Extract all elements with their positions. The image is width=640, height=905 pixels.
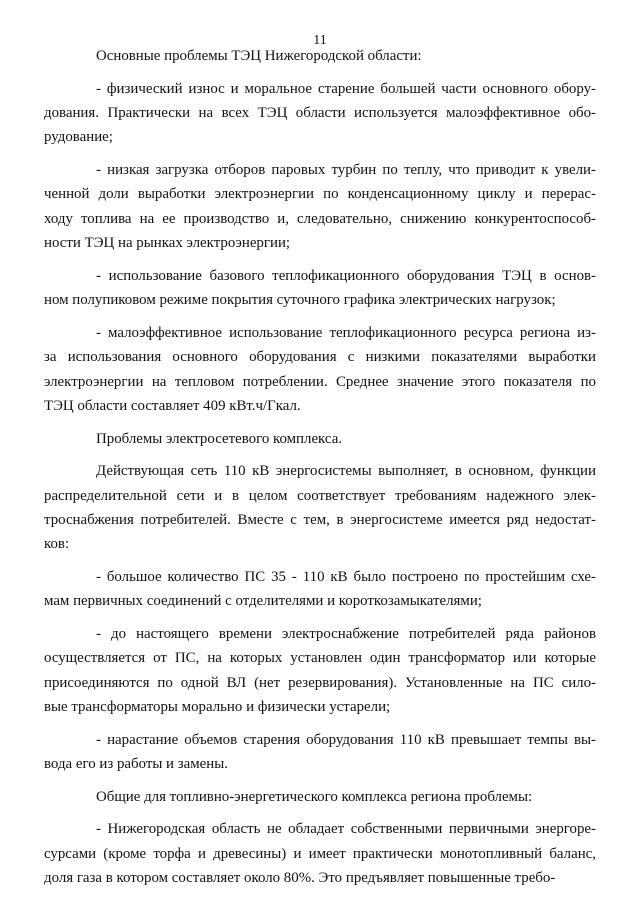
text-line: - большое количество ПС 35 - 110 кВ было построено по простейшим схе- bbox=[96, 569, 596, 585]
text-line: Основные проблемы ТЭЦ Нижегородской области: bbox=[96, 48, 422, 64]
text-line: - нарастание объемов старения оборудования 110 кВ превышает темпы вы- bbox=[96, 731, 596, 748]
text-line: ков: bbox=[44, 536, 70, 553]
page-number: 11 bbox=[313, 33, 327, 48]
text-line: распределительной сети и в целом соответствует требованиям надежного элек- bbox=[44, 487, 596, 504]
text-line: вые трансформаторы морально и физически устарели; bbox=[44, 699, 391, 716]
text-line: - низкая загрузка отборов паровых турбин по теплу, что приводит к увели- bbox=[96, 162, 596, 178]
text-line: - Нижегородская область не обладает собственными первичными энергоре- bbox=[96, 821, 596, 838]
text-line: Общие для топливно-энергетического комплекса региона проблемы: bbox=[96, 788, 533, 805]
text-line: ТЭЦ области составляет 409 кВт.ч/Гкал. bbox=[44, 398, 301, 414]
text-line: троснабжения потребителей. Вместе с тем, в энергосистеме имеется ряд недостат- bbox=[44, 512, 596, 528]
text-line: мам первичных соединений с отделителями и короткозамыкателями; bbox=[44, 593, 482, 610]
text-line: - малоэффективное использование теплофикационного ресурса региона из- bbox=[96, 324, 596, 341]
text-line: сурсами (кроме торфа и древесины) и имеет практически монотопливный баланс, bbox=[44, 845, 596, 862]
text-line: осуществляется от ПС, на которых установлен один трансформатор или которые bbox=[44, 650, 596, 667]
text-line: вода его из работы и замены. bbox=[44, 756, 228, 773]
text-line: за использования основного оборудования с низкими показателями выработки bbox=[44, 349, 596, 366]
text-line: рудование; bbox=[44, 129, 113, 146]
text-line: ном полупиковом режиме покрытия суточного графика электрических нагрузок; bbox=[44, 292, 556, 309]
text-line: ходу топлива на ее производство и, следовательно, снижению конкурентоспособ- bbox=[44, 210, 596, 227]
text-line: электроэнергии на тепловом потреблении. Среднее значение этого показателя по bbox=[44, 373, 596, 390]
text-line: ности ТЭЦ на рынках электроэнергии; bbox=[44, 235, 291, 252]
text-line: Проблемы электросетевого комплекса. bbox=[96, 430, 343, 447]
text-line: присоединяются по одной ВЛ (нет резервирования). Установленные на ПС сило- bbox=[44, 674, 596, 691]
text-line: дования. Практически на всех ТЭЦ области используется малоэффективное обо- bbox=[44, 105, 596, 121]
text-line: - до настоящего времени электроснабжение потребителей ряда районов bbox=[96, 626, 596, 642]
text-line: - физический износ и моральное старение большей части основного обору- bbox=[96, 80, 596, 97]
text-line: ченной доли выработки электроэнергии по конденсационному циклу и перерас- bbox=[44, 186, 596, 203]
text-line: Действующая сеть 110 кВ энергосистемы выполняет, в основном, функции bbox=[96, 463, 596, 480]
text-line: - использование базового теплофикационного оборудования ТЭЦ в основ- bbox=[96, 267, 596, 284]
text-line: доля газа в котором составляет около 80%. Это предъявляет повышенные требо- bbox=[44, 870, 556, 887]
